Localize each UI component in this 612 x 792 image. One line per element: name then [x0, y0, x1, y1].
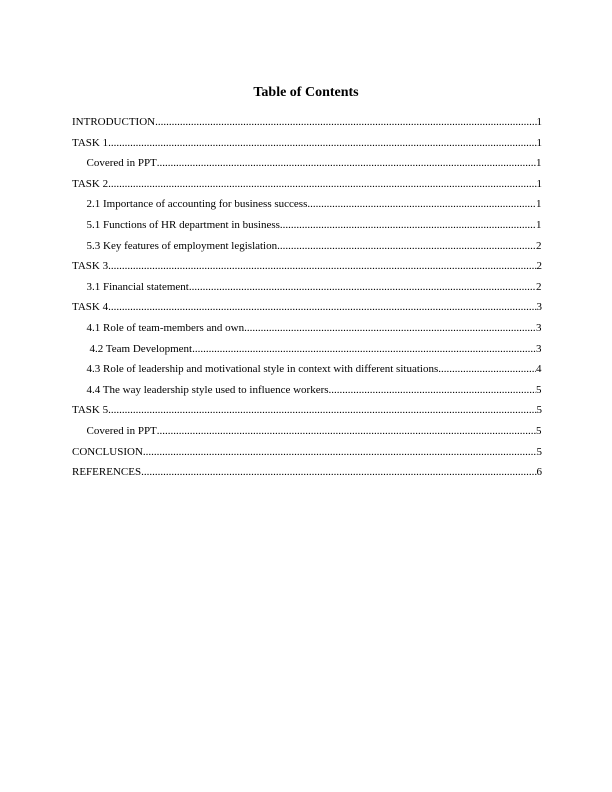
- toc-entry-page: 2: [536, 280, 542, 293]
- toc-entry-references[interactable]: [72, 462, 542, 483]
- toc-entry-4-2[interactable]: [72, 339, 542, 360]
- toc-entry-task-5[interactable]: [72, 400, 542, 421]
- dot-leader: [277, 236, 536, 257]
- toc-entry-label: 5.1 Functions of HR department in business: [86, 218, 280, 231]
- toc-entry-page: 1: [536, 177, 542, 190]
- dot-leader: [157, 153, 536, 174]
- toc-entry-label: 4.3 Role of leadership and motivational style in context with different situations: [86, 363, 439, 376]
- toc-entry-task-4[interactable]: [72, 297, 542, 318]
- toc-entry-label: Covered in PPT: [86, 424, 157, 437]
- dot-leader: [329, 380, 536, 401]
- toc-entry-page: 3: [536, 301, 542, 314]
- dot-leader: [307, 194, 536, 215]
- toc-entry-conclusion[interactable]: [72, 442, 542, 463]
- toc-entry-label: TASK 1: [72, 136, 109, 149]
- toc-entry-task-2[interactable]: [72, 174, 542, 195]
- toc-entry-label: INTRODUCTION: [72, 116, 156, 128]
- toc-entry-task-5-covered-in-ppt[interactable]: [72, 421, 542, 442]
- dot-leader: [280, 215, 536, 236]
- toc-entry-page: 5: [536, 383, 542, 396]
- toc-entry-label: 4.4 The way leadership style used to influence workers: [86, 383, 329, 396]
- toc-entry-3-1[interactable]: [72, 277, 542, 298]
- dot-leader: [155, 112, 536, 133]
- toc-entry-4-3[interactable]: [72, 359, 542, 380]
- toc-entry-page: 3: [536, 342, 542, 355]
- toc-entry-page: 5: [536, 445, 542, 458]
- toc-entry-page: 1: [536, 116, 542, 128]
- toc-entry-page: 2: [536, 239, 542, 252]
- toc-entry-introduction[interactable]: [72, 112, 542, 133]
- toc-entry-task-1-covered-in-ppt[interactable]: [72, 153, 542, 174]
- toc-title: Table of Contents: [253, 85, 359, 100]
- toc-entry-label: REFERENCES: [72, 466, 142, 479]
- dot-leader: [141, 462, 536, 483]
- toc-entry-page: 6: [536, 466, 542, 479]
- toc-entry-5-1[interactable]: [72, 215, 542, 236]
- toc-entry-page: 1: [536, 136, 542, 149]
- toc-entry-page: 3: [536, 321, 542, 334]
- toc-entry-5-3[interactable]: [72, 236, 542, 257]
- toc-entry-page: 1: [536, 157, 542, 170]
- dot-leader: [108, 174, 536, 195]
- dot-leader: [438, 359, 536, 380]
- toc-entry-label: TASK 3: [72, 260, 109, 273]
- toc-entry-label: 5.3 Key features of employment legislation: [86, 239, 278, 252]
- dot-leader: [157, 421, 536, 442]
- toc-entry-page: 4: [536, 363, 542, 376]
- toc-entry-4-1[interactable]: [72, 318, 542, 339]
- dot-leader: [244, 318, 536, 339]
- dot-leader: [189, 277, 536, 298]
- toc-entry-4-4[interactable]: [72, 380, 542, 401]
- toc-entry-label: TASK 2: [72, 177, 109, 190]
- toc-entry-page: 1: [536, 218, 542, 231]
- toc-entry-label: Covered in PPT: [86, 157, 157, 170]
- dot-leader: [192, 339, 536, 360]
- toc-entry-task-1[interactable]: [72, 133, 542, 154]
- toc-entry-label: CONCLUSION: [72, 445, 143, 458]
- dot-leader: [108, 400, 536, 421]
- dot-leader: [143, 442, 537, 463]
- dot-leader: [108, 297, 536, 318]
- dot-leader: [108, 133, 536, 154]
- toc-entry-label: 3.1 Financial statement: [86, 280, 189, 293]
- table-of-contents: [72, 112, 542, 483]
- toc-entry-label: TASK 5: [72, 404, 109, 417]
- toc-entry-2-1[interactable]: [72, 194, 542, 215]
- toc-entry-page: 1: [536, 198, 542, 211]
- toc-entry-label: 4.1 Role of team-members and own: [86, 321, 245, 334]
- toc-entry-page: 5: [536, 404, 542, 417]
- toc-entry-task-3[interactable]: [72, 256, 542, 277]
- toc-entry-label: 2.1 Importance of accounting for business success: [86, 198, 308, 211]
- toc-entry-page: 5: [536, 424, 542, 437]
- dot-leader: [108, 256, 536, 277]
- toc-entry-label: 4.2 Team Development: [89, 342, 193, 355]
- toc-entry-label: TASK 4: [72, 301, 109, 314]
- toc-entry-page: 2: [536, 260, 542, 273]
